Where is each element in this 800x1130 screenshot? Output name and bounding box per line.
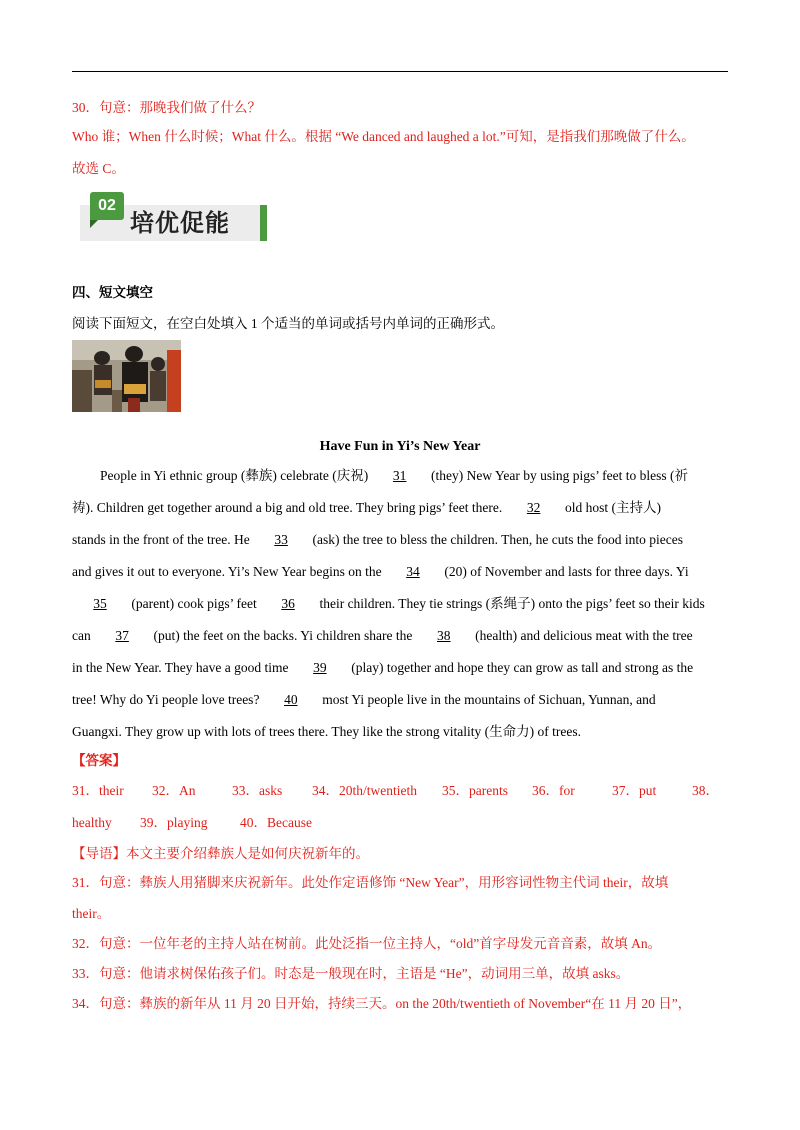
blank-31[interactable]: 31 (392, 468, 407, 483)
answer-item: 32．An (152, 783, 196, 798)
passage-text: their children. They tie strings (系绳子) onto the pigs’ feet so their kids (316, 596, 705, 611)
passage-line (72, 658, 728, 678)
passage-text: People in Yi ethnic group (彝族) celebrate (庆祝) (100, 468, 372, 483)
explain-line: 31．句意：彝族人用猪脚来庆祝新年。此处作定语修饰 “New Year”，用形容词性物主代词 their，故填 (72, 875, 669, 890)
section-banner (80, 192, 270, 244)
banner-number: 02 (90, 192, 124, 220)
explain-line: 33．句意：他请求树保佑孩子们。时态是一般现在时，主语是 “He”，动词用三单，故填 asks。 (72, 966, 630, 981)
passage-line (72, 498, 728, 518)
passage-line (72, 594, 728, 614)
answer-item: 37．put (612, 783, 657, 798)
blank-36[interactable]: 36 (281, 596, 295, 611)
blank-40[interactable]: 40 (284, 692, 298, 707)
passage-text: can (72, 628, 95, 643)
passage-text: (play) together and hope they can grow as tall and strong as the (347, 660, 694, 675)
answer-item: 40．Because (240, 815, 312, 830)
passage-text: and gives it out to everyone. Yi’s New Year begins on the (72, 564, 385, 579)
answer-item: 31．their (72, 783, 124, 798)
q30-line-1: 30．句意：那晚我们做了什么？ (72, 100, 261, 115)
passage-title: Have Fun in Yi’s New Year (319, 439, 481, 454)
q30-line-3: 故选 C。 (72, 161, 125, 176)
passage-text: (ask) the tree to bless the children. Then, he cuts the food into pieces (309, 532, 683, 547)
q30-line-2: Who 谁；When 什么时候；What 什么。根据 “We danced and laughed a lot.”可知，是指我们那晚做了什么。 (72, 129, 695, 144)
passage-text: stands in the front of the tree. He (72, 532, 254, 547)
explain-line: their。 (72, 906, 111, 921)
passage-text: 祷). Children get together around a big and old tree. They bring pigs’ feet there. (72, 500, 506, 515)
answer-row-2 (72, 813, 728, 833)
passage-line (72, 722, 728, 742)
banner-label: 培优促能 (130, 209, 230, 237)
answer-item: healthy (72, 815, 112, 830)
passage-text: (parent) cook pigs’ feet (128, 596, 261, 611)
passage-line (72, 530, 728, 550)
explain-line: 34．句意：彝族的新年从 11 月 20 日开始，持续三天。on the 20th/twentieth of November“在 11 月 20 日”， (72, 996, 692, 1011)
blank-37[interactable]: 37 (115, 628, 129, 643)
festival-photo (72, 340, 181, 412)
answer-item: 35．parents (442, 783, 508, 798)
answer-label: 【答案】 (72, 753, 126, 768)
passage-line (72, 626, 728, 646)
section-heading: 四、短文填空 (72, 285, 153, 300)
blank-34[interactable]: 34 (406, 564, 420, 579)
passage-text: old host (主持人) (561, 500, 661, 515)
explain-intro: 【导语】本文主要介绍彝族人是如何庆祝新年的。 (72, 846, 369, 861)
passage-text: (put) the feet on the backs. Yi children share the (150, 628, 416, 643)
passage-text: Guangxi. They grow up with lots of trees there. They like the strong vitality (生命力) of trees. (72, 724, 582, 739)
passage-line (72, 690, 728, 710)
passage-text: (health) and delicious meat with the tree (471, 628, 693, 643)
header-rule (72, 71, 728, 72)
blank-35[interactable]: 35 (93, 596, 107, 611)
blank-32[interactable]: 32 (526, 500, 541, 515)
blank-33[interactable]: 33 (274, 532, 288, 547)
blank-39[interactable]: 39 (313, 660, 327, 675)
passage-line (72, 562, 728, 582)
answer-row-1 (72, 781, 728, 801)
blank-38[interactable]: 38 (437, 628, 451, 643)
answer-item: 39．playing (140, 815, 208, 830)
answer-item: 33．asks (232, 783, 283, 798)
passage-text: (they) New Year by using pigs’ feet to bless (祈 (427, 468, 689, 483)
passage-text: (20) of November and lasts for three days. Yi (440, 564, 689, 579)
passage-text: in the New Year. They have a good time (72, 660, 292, 675)
answer-item: 38． (692, 783, 719, 798)
explain-line: 32．句意：一位年老的主持人站在树前。此处泛指一位主持人，“old”首字母发元音音素，故填 An。 (72, 936, 662, 951)
passage-line (72, 466, 728, 486)
passage-text: tree! Why do Yi people love trees? (72, 692, 263, 707)
passage-text: most Yi people live in the mountains of Sichuan, Yunnan, and (318, 692, 656, 707)
answer-item: 34．20th/twentieth (312, 783, 417, 798)
answer-item: 36．for (532, 783, 575, 798)
section-instruction: 阅读下面短文，在空白处填入 1 个适当的单词或括号内单词的正确形式。 (72, 316, 504, 331)
